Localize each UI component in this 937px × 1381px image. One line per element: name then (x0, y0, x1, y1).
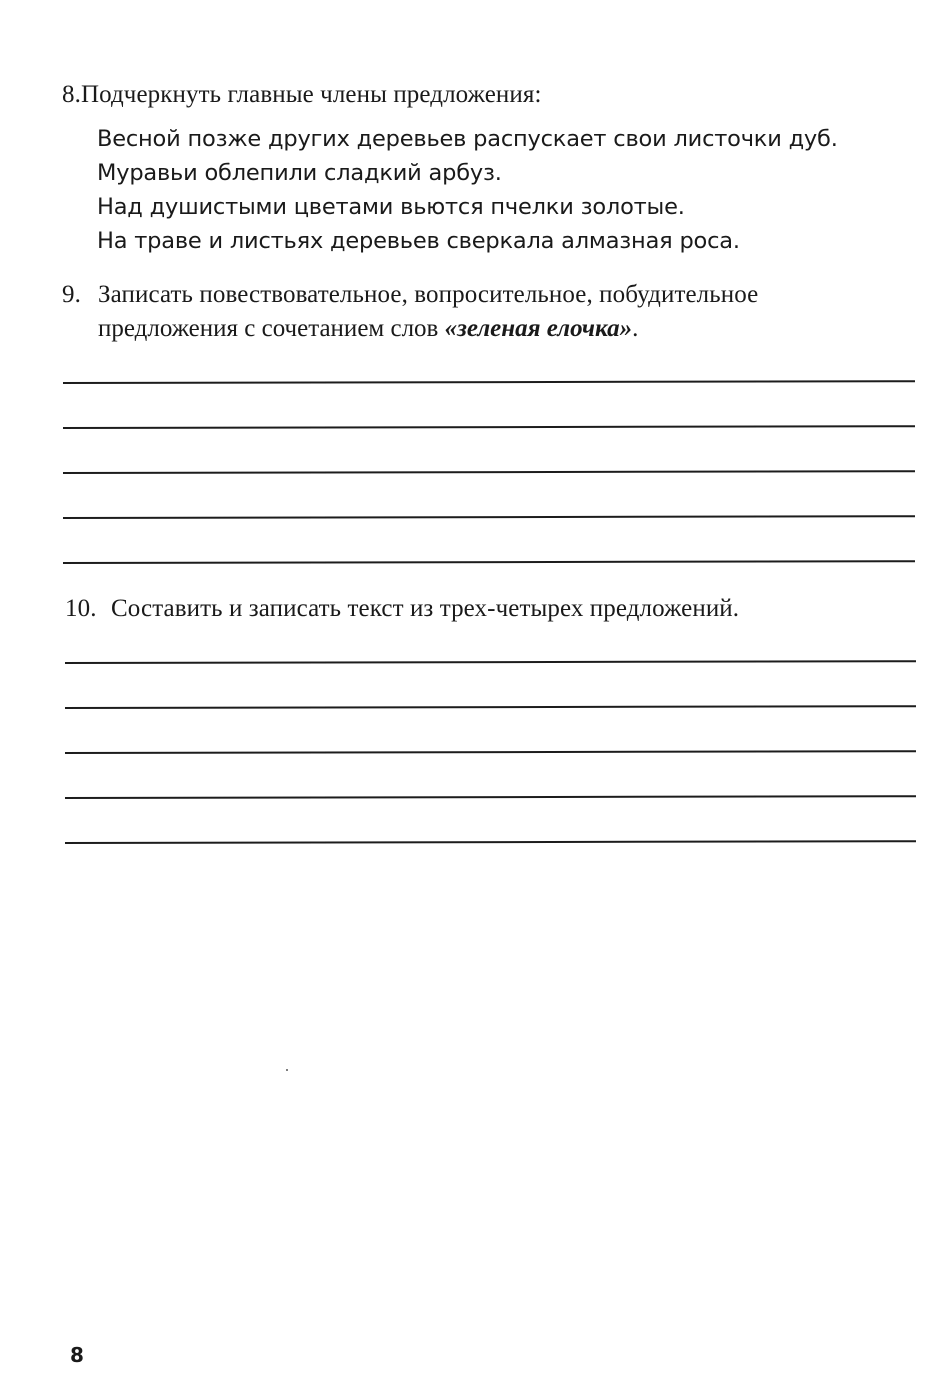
task-10-heading (65, 592, 739, 626)
task-10-answer-line-3[interactable] (65, 750, 916, 754)
task-10-answer-line-2[interactable] (65, 705, 916, 709)
task-9-heading (62, 278, 758, 312)
task-9-instruction-suffix: . (632, 315, 639, 342)
task-9-number: 9. (62, 281, 81, 308)
task-9-instruction-line-2 (98, 312, 638, 346)
task-9-instruction-line-1: Записать повествовательное, вопросительное, побудительное (98, 281, 759, 308)
task-9-answer-line-5[interactable] (63, 560, 915, 564)
task-10-instruction: Составить и записать текст из трех-четырех предложений. (111, 595, 740, 622)
task-10-answer-line-1[interactable] (65, 660, 916, 664)
task-9-answer-line-3[interactable] (63, 470, 915, 474)
task-9-instruction-prefix: предложения с сочетанием слов (98, 315, 445, 342)
task-8-instruction: Подчеркнуть главные члены предложения: (80, 81, 542, 108)
task-8-sentence-4[interactable]: На траве и листьях деревьев сверкала алмазная роса. (97, 228, 740, 254)
task-10-answer-line-4[interactable] (65, 795, 916, 799)
task-9-answer-line-2[interactable] (63, 425, 915, 429)
task-8-sentence-3[interactable]: Над душистыми цветами вьются пчелки золотые. (97, 194, 685, 220)
task-9-key-phrase: «зеленая елочка» (444, 315, 633, 342)
task-10-number: 10. (65, 595, 97, 622)
task-8-heading (62, 78, 542, 112)
task-8-sentence-2[interactable]: Муравьи облепили сладкий арбуз. (97, 160, 502, 186)
task-10-answer-line-5[interactable] (65, 840, 916, 844)
task-9-answer-line-1[interactable] (63, 380, 915, 384)
task-9-answer-line-4[interactable] (63, 515, 915, 519)
task-8-sentence-list (97, 122, 838, 258)
task-8-number: 8. (62, 81, 81, 108)
task-8-sentence-1[interactable]: Весной позже других деревьев распускает свои листочки дуб. (97, 126, 838, 152)
scan-speck (286, 1069, 288, 1071)
page-number: 8 (70, 1343, 84, 1367)
